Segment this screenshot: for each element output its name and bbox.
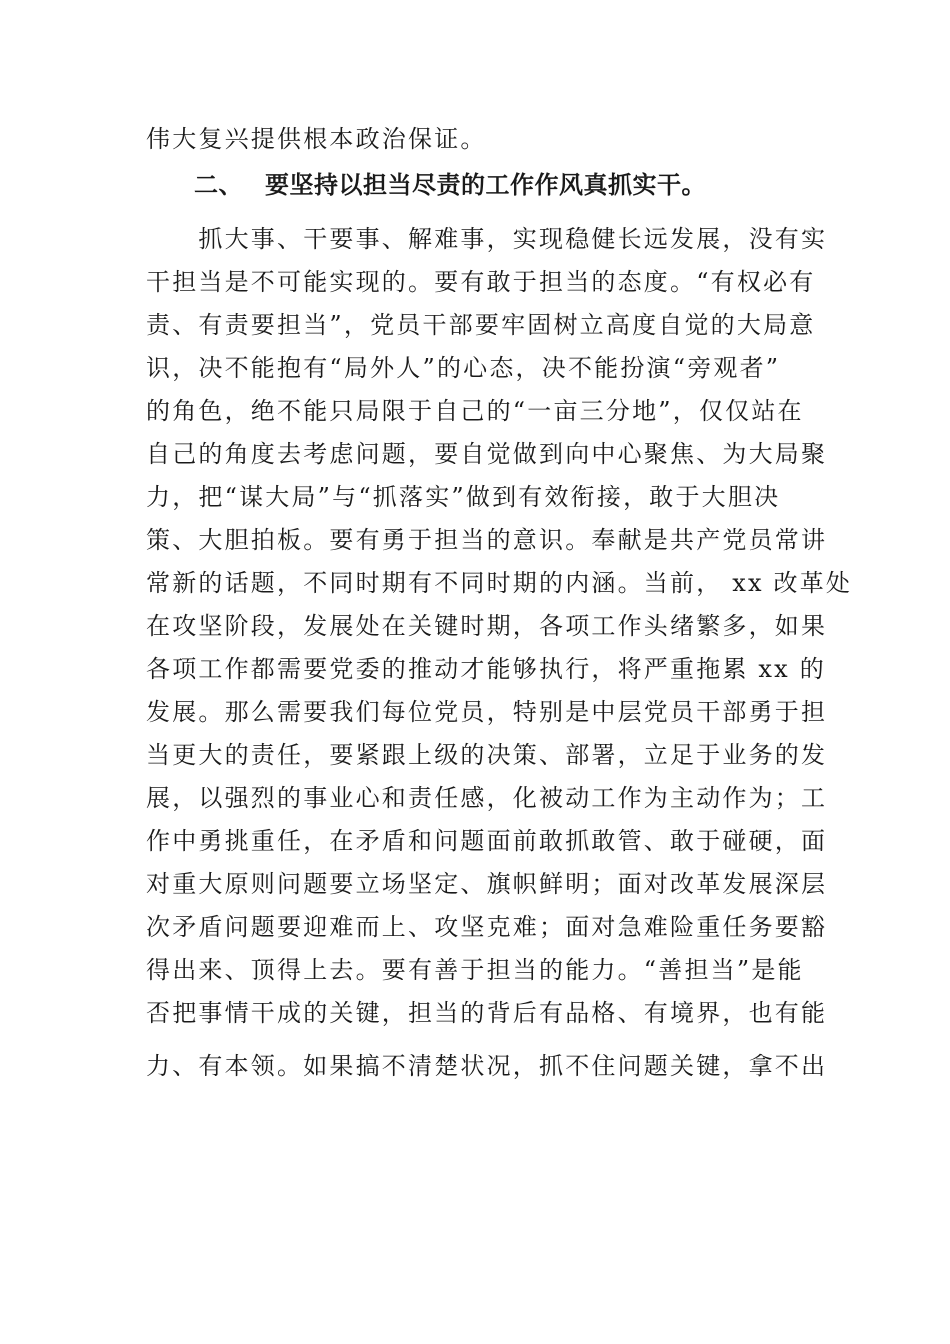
paragraph-line: 在攻坚阶段，发展处在关键时期，各项工作头绪繁多，如果 — [146, 612, 828, 640]
paragraph-line: 常新的话题，不同时期有不同时期的内涵。当前， xx 改革处 — [146, 569, 853, 597]
section-number: 二、 — [194, 171, 243, 199]
section-heading — [194, 170, 706, 200]
paragraph-line: 力、有本领。如果搞不清楚状况，抓不住问题关键，拿不出 — [146, 1052, 828, 1080]
paragraph-line: 各项工作都需要党委的推动才能够执行，将严重拖累 xx 的 — [146, 655, 826, 683]
paragraph-line: 对重大原则问题要立场坚定、旗帜鲜明；面对改革发展深层 — [146, 870, 828, 898]
paragraph-line: 责、有责要担当”，党员干部要牢固树立高度自觉的大局意 — [146, 311, 816, 339]
paragraph-line: 力，把“谋大局”与“抓落实”做到有效衔接，敢于大胆决 — [146, 483, 781, 511]
paragraph-line: 展，以强烈的事业心和责任感，化被动工作为主动作为；工 — [146, 784, 828, 812]
section-title: 要坚持以担当尽责的工作作风真抓实干。 — [265, 171, 706, 199]
first-line: 伟大复兴提供根本政治保证。 — [146, 125, 487, 153]
paragraph-line: 识，决不能抱有“局外人”的心态，决不能扮演“旁观者” — [146, 354, 781, 382]
paragraph-line: 得出来、顶得上去。要有善于担当的能力。“善担当”是能 — [146, 956, 804, 984]
paragraph-line: 抓大事、干要事、解难事，实现稳健长远发展，没有实 — [146, 225, 828, 253]
paragraph-line: 自己的角度去考虑问题，要自觉做到向中心聚焦、为大局聚 — [146, 440, 828, 468]
paragraph-line: 否把事情干成的关键，担当的背后有品格、有境界，也有能 — [146, 999, 828, 1027]
paragraph-line: 作中勇挑重任，在矛盾和问题面前敢抓敢管、敢于碰硬，面 — [146, 827, 828, 855]
paragraph-line: 策、大胆拍板。要有勇于担当的意识。奉献是共产党员常讲 — [146, 526, 828, 554]
paragraph-line: 发展。那么需要我们每位党员，特别是中层党员干部勇于担 — [146, 698, 828, 726]
paragraph-line: 当更大的责任，要紧跟上级的决策、部署，立足于业务的发 — [146, 741, 828, 769]
paragraph-line: 干担当是不可能实现的。要有敢于担当的态度。“有权必有 — [146, 268, 816, 296]
paragraph-line: 的角色，绝不能只局限于自己的“一亩三分地”，仅仅站在 — [146, 397, 804, 425]
paragraph-line: 次矛盾问题要迎难而上、攻坚克难；面对急难险重任务要豁 — [146, 913, 828, 941]
